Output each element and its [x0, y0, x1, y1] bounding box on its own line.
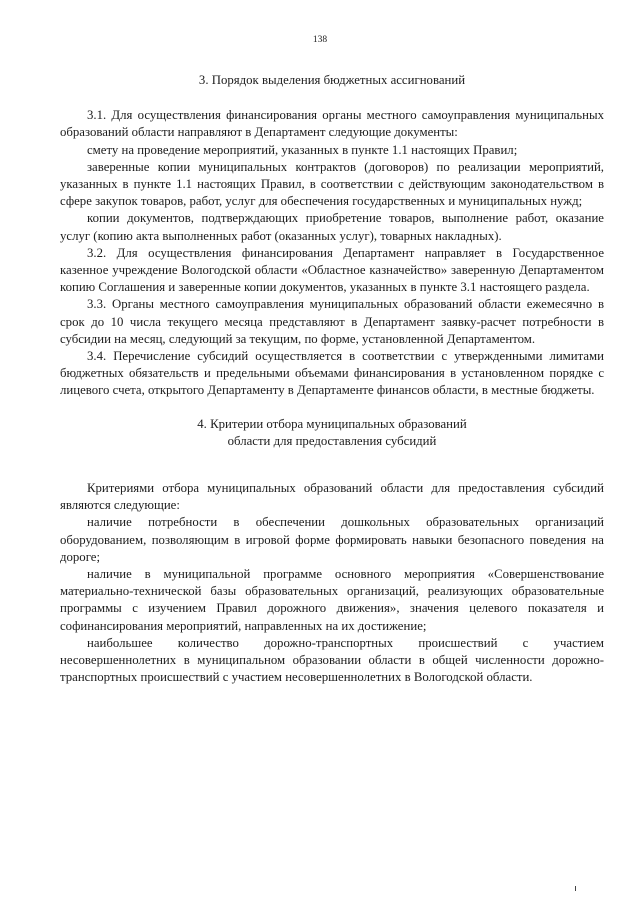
criterion-need: наличие потребности в обеспечении дошкольных образовательных организаций оборудованием, позволяющим в игровой форме формировать навыки безопасного поведения на дороге;: [60, 515, 604, 564]
criterion-accidents: наибольшее количество дорожно-транспортных происшествий с участием несовершеннолетних в муниципальном образовании области в общей численности дорожно-транспортных происшествий с участием несовершеннолетних в Вологодской области.: [60, 635, 604, 685]
paragraph-3-1: 3.1. Для осуществления финансирования органы местного самоуправления муниципальных образований области направляют в Департамент следующие документы:: [60, 108, 604, 140]
list-item-estimate: смету на проведение мероприятий, указанных в пункте 1.1 настоящих Правил;: [87, 142, 518, 157]
list-item-documents: копии документов, подтверждающих приобретение товаров, выполнение работ, оказание услуг (копию акта выполненных работ (оказанных услуг), товарных накладных).: [60, 211, 604, 243]
paragraph-3-2: 3.2. Для осуществления финансирования Департамент направляет в Государственное казенное учреждение Вологодской области «Областное казначейство» заверенную Департаментом копию Соглашения и заверенные копии документов, указанных в пункте 3.1 настоящего раздела.: [60, 245, 604, 295]
section-3-heading: 3. Порядок выделения бюджетных ассигнований: [198, 73, 466, 87]
paragraph-4-intro: Критериями отбора муниципальных образований области для предоставления субсидий являются следующие:: [60, 481, 604, 513]
paragraph-3-3: 3.3. Органы местного самоуправления муниципальных образований области ежемесячно в срок до 10 числа текущего месяца представляют в Департамент заявку-расчет потребности в субсидии на месяц, следующий за текущим, по форме, установленной Департаментом.: [60, 297, 604, 346]
paragraph-3-4: 3.4. Перечисление субсидий осуществляется в соответствии с утвержденными лимитами бюджетных обязательств и предельными объемами финансирования в установленном порядке с лицевого счета, открытого Департаменту в Департаменте финансов области, в местные бюджеты.: [60, 349, 604, 398]
section-4-heading: [60, 416, 604, 450]
document-body: [60, 72, 604, 687]
criterion-program: наличие в муниципальной программе основного мероприятия «Совершенствование материально-технической базы образовательных организаций, реализующих образовательные программы с изучением Правил дорожного движения», значения целевого показателя и софинансирования мероприятий, направленных на их достижение;: [60, 567, 604, 633]
list-item-contracts: заверенные копии муниципальных контрактов (договоров) по реализации мероприятий, указанных в пункте 1.1 настоящих Правил, в соответствии с действующим законодательством в сфере закупок товаров, работ, услуг для обеспечения государственных и муниципальных нужд;: [60, 159, 604, 209]
page-number: 138: [312, 35, 328, 45]
scan-margin-mark: [575, 886, 576, 891]
section-4-heading-line-2: области для предоставления субсидий: [227, 433, 437, 448]
section-4-heading-line-1: 4. Критерии отбора муниципальных образований: [197, 416, 467, 431]
